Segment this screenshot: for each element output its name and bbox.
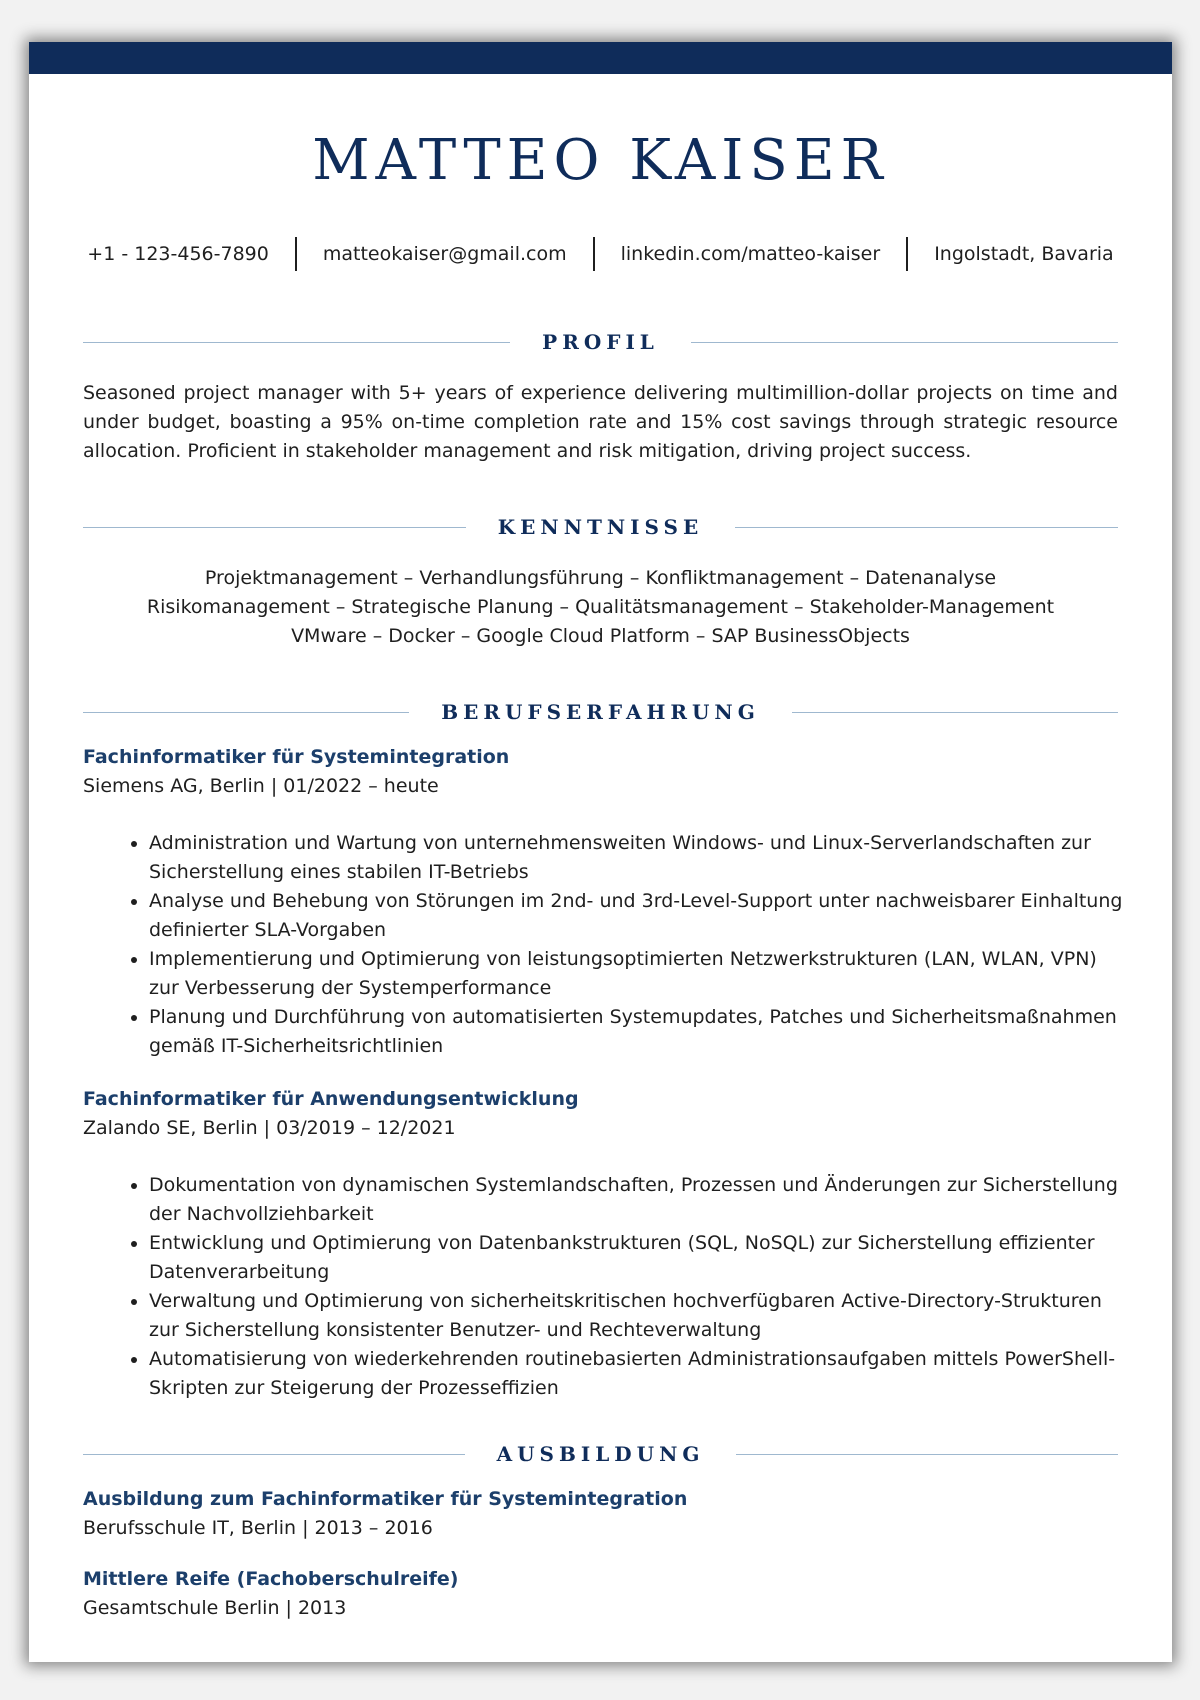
job-bullets [119, 829, 1132, 1061]
section-rule [83, 527, 466, 528]
job-bullets [119, 1171, 1132, 1403]
section-header-experience [83, 697, 1118, 727]
candidate-name: MATTEO KAISER [312, 128, 889, 193]
top-accent-bar [29, 42, 1172, 74]
skills-list [83, 564, 1118, 651]
section-rule [691, 342, 1118, 343]
section-title-profile: PROFIL [542, 330, 659, 354]
contact-divider [295, 237, 297, 271]
job-bullet: • Implementierung und Optimierung von leistungsoptimierten Netzwerkstrukturen (LAN, WLAN, VPN) zur Verbesserung der Systemperformance [149, 945, 1132, 1003]
skills-line: VMware – Docker – Google Cloud Platform – SAP BusinessObjects [291, 625, 910, 647]
job-entry [29, 743, 1172, 1061]
resume-page [29, 42, 1172, 1662]
job-meta: Zalando SE, Berlin | 03/2019 – 12/2021 [83, 1117, 456, 1139]
education-title: Mittlere Reife (Fachoberschulreife) [83, 1568, 459, 1590]
job-bullet: • Analyse und Behebung von Störungen im 2nd- und 3rd-Level-Support unter nachweisbarer Einhaltung definierter SLA-Vorgaben [149, 887, 1132, 945]
contact-divider [906, 237, 908, 271]
section-rule [83, 1454, 465, 1455]
job-bullet: • Dokumentation von dynamischen Systemlandschaften, Prozessen und Änderungen zur Sicherstellung der Nachvollziehbarkeit [149, 1171, 1132, 1229]
contact-phone: +1 - 123-456-7890 [87, 243, 269, 265]
profile-summary: Seasoned project manager with 5+ years of experience delivering multimillion-dollar projects on time and under budget, boasting a 95% on-time completion rate and 15% cost savings through strategic resource allocation. Proficient in stakeholder management and risk mitigation, driving project success. [83, 382, 1118, 462]
section-rule [735, 527, 1118, 528]
section-rule [792, 712, 1118, 713]
contact-divider [593, 237, 595, 271]
section-header-education [83, 1439, 1118, 1469]
job-bullet: • Planung und Durchführung von automatisierten Systemupdates, Patches und Sicherheitsmaßnahmen gemäß IT-Sicherheitsrichtlinien [149, 1003, 1132, 1061]
job-title: Fachinformatiker für Anwendungsentwicklung [83, 1088, 579, 1110]
education-meta: Berufsschule IT, Berlin | 2013 – 2016 [83, 1517, 433, 1539]
section-title-experience: BERUFSERFAHRUNG [441, 700, 760, 724]
job-bullet: • Entwicklung und Optimierung von Datenbankstrukturen (SQL, NoSQL) zur Sicherstellung effizienter Datenverarbeitung [149, 1229, 1132, 1287]
section-title-education: AUSBILDUNG [496, 1442, 705, 1466]
job-title: Fachinformatiker für Systemintegration [83, 746, 510, 768]
section-rule [83, 342, 510, 343]
section-header-skills [83, 512, 1118, 542]
education-meta: Gesamtschule Berlin | 2013 [83, 1597, 347, 1619]
education-entry [29, 1565, 1172, 1623]
contact-location: Ingolstadt, Bavaria [934, 243, 1114, 265]
contact-linkedin: linkedin.com/matteo-kaiser [620, 243, 881, 265]
job-entry [29, 1085, 1172, 1403]
contact-row [29, 237, 1172, 271]
skills-line: Risikomanagement – Strategische Planung – Qualitätsmanagement – Stakeholder-Management [146, 596, 1055, 618]
job-bullet: • Administration und Wartung von unternehmensweiten Windows- und Linux-Serverlandschaften zur Sicherstellung eines stabilen IT-Betriebs [149, 829, 1132, 887]
section-title-skills: KENNTNISSE [497, 515, 704, 539]
job-bullet: • Verwaltung und Optimierung von sicherheitskritischen hochverfügbaren Active-Directory-Strukturen zur Sicherstellung konsistenter Benutzer- und Rechteverwaltung [149, 1287, 1132, 1345]
contact-email: matteokaiser@gmail.com [322, 243, 567, 265]
education-entry [29, 1485, 1172, 1543]
education-title: Ausbildung zum Fachinformatiker für Systemintegration [83, 1488, 688, 1510]
section-header-profile [83, 327, 1118, 357]
section-rule [83, 712, 409, 713]
skills-line: Projektmanagement – Verhandlungsführung – Konfliktmanagement – Datenanalyse [204, 567, 997, 589]
job-bullet: • Automatisierung von wiederkehrenden routinebasierten Administrationsaufgaben mittels PowerShell-Skripten zur Steigerung der Prozesseffizien [149, 1345, 1132, 1403]
job-meta: Siemens AG, Berlin | 01/2022 – heute [83, 775, 439, 797]
section-rule [736, 1454, 1118, 1455]
